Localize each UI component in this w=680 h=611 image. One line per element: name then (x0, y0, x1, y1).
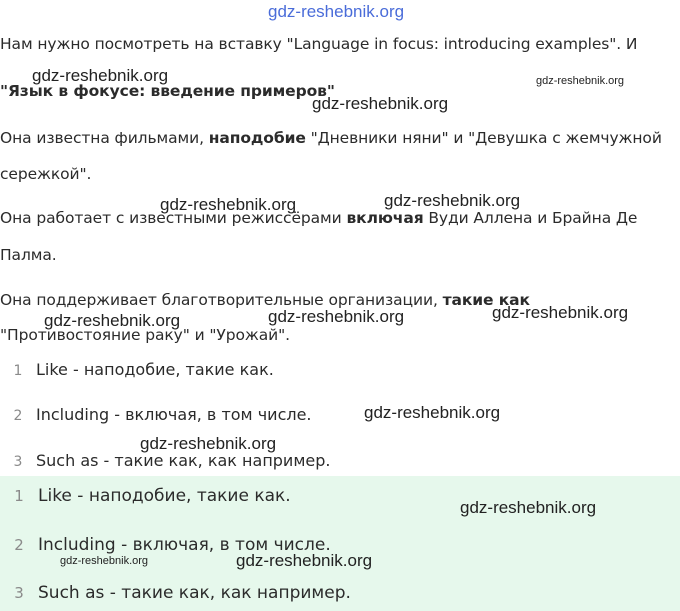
answer-box-item (0, 486, 291, 506)
watermark: gdz-reshebnik.org (44, 311, 181, 330)
intro-title-bold: "Язык в фокусе: введение примеров" (0, 82, 335, 100)
watermark: gdz-reshebnik.org (364, 403, 501, 422)
watermark: gdz-reshebnik.org (268, 307, 405, 326)
list-text: Like - наподобие, такие как. (36, 360, 274, 379)
watermark: gdz-reshebnik.org (60, 555, 149, 567)
sentence-3-pre: Она поддерживает благотворительные организации, (0, 291, 443, 309)
sentence-1-post: "Дневники няни" и "Девушка с жемчужной (305, 129, 662, 147)
list-number: 2 (13, 408, 23, 424)
answer-box-number: 2 (14, 536, 24, 554)
sentence-2-pre: Она работает с известными режиссёрами (0, 209, 347, 227)
sentence-1-line-1 (0, 128, 662, 148)
watermark: gdz-reshebnik.org (160, 195, 297, 214)
watermark: gdz-reshebnik.org (536, 75, 625, 87)
watermark-top: gdz-reshebnik.org (268, 2, 405, 21)
answer-box-number: 3 (14, 584, 24, 602)
answer-box-text: Such as - такие как, как например. (38, 583, 351, 603)
sentence-2-line-1 (0, 208, 637, 228)
sentence-3-line-2: "Противостояние раку" и "Урожай". (0, 326, 290, 344)
sentence-1-pre: Она известна фильмами, (0, 129, 209, 147)
sentence-1-line-2: сережкой". (0, 165, 92, 183)
sentence-2-bold: включая (346, 209, 424, 227)
watermark: gdz-reshebnik.org (460, 498, 597, 517)
list-number: 3 (13, 454, 23, 470)
sentence-3-bold: такие как (442, 291, 530, 309)
watermark: gdz-reshebnik.org (384, 191, 521, 210)
sentence-2-post: Вуди Аллена и Брайна Де (423, 209, 638, 227)
list-item (0, 360, 274, 379)
list-item (0, 405, 312, 424)
watermark: gdz-reshebnik.org (312, 94, 449, 113)
answer-box-text: Including - включая, в том числе. (38, 535, 331, 555)
answer-box-text: Like - наподобие, такие как. (38, 486, 291, 506)
sentence-3-line-1 (0, 290, 530, 310)
watermark: gdz-reshebnik.org (140, 434, 277, 453)
list-text: Including - включая, в том числе. (36, 405, 312, 424)
sentence-1-bold: наподобие (208, 129, 306, 147)
sentence-2-line-2: Палма. (0, 246, 57, 264)
intro-line-1: Нам нужно посмотреть на вставку "Language in focus: introducing examples". И (0, 35, 638, 53)
list-number: 1 (13, 363, 23, 379)
answer-box-number: 1 (14, 487, 24, 505)
watermark: gdz-reshebnik.org (492, 303, 629, 322)
watermark: gdz-reshebnik.org (32, 66, 169, 85)
watermark: gdz-reshebnik.org (236, 551, 373, 570)
answer-box-item (0, 583, 351, 603)
list-text: Such as - такие как, как например. (36, 451, 331, 470)
